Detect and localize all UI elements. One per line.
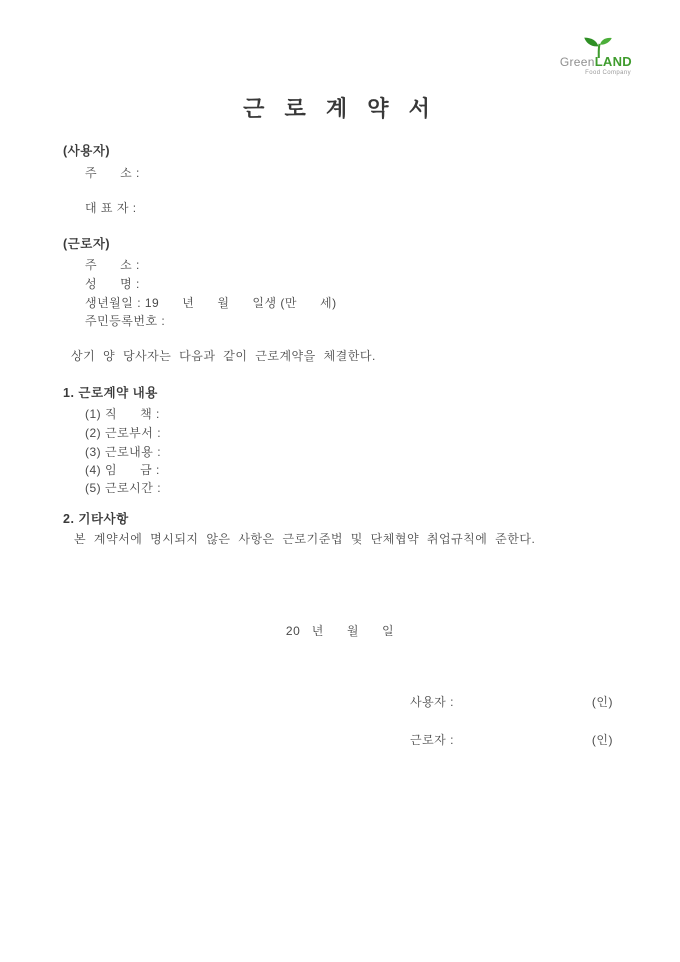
signature-row-employee (410, 731, 613, 748)
employee-address-label: 주 소 : (85, 258, 140, 272)
company-logo (548, 36, 632, 77)
section2-body: 본 계약서에 명시되지 않은 사항은 근로기준법 및 단체협약 취업규칙에 준한다. (74, 532, 536, 546)
contract-item-duties: (3) 근로내용 : (85, 445, 162, 459)
contract-item-wage: (4) 임 금 : (85, 463, 160, 477)
contract-item-position: (1) 직 책 : (85, 407, 160, 421)
employer-seal-label: (인) (591, 695, 613, 709)
employer-address-label: 주 소 : (85, 166, 140, 180)
employer-representative-label: 대 표 자 : (85, 201, 137, 215)
intro-text: 상기 양 당사자는 다음과 같이 근로계약을 체결한다. (71, 349, 376, 363)
contract-item-department: (2) 근로부서 : (85, 426, 162, 440)
section2-heading: 2. 기타사항 (63, 512, 129, 526)
logo-text-green: Green (559, 55, 595, 69)
page-title: 근 로 계 약 서 (243, 96, 437, 121)
employee-name-label: 성 명 : (85, 277, 140, 291)
employee-resident-id-label: 주민등록번호 : (85, 314, 166, 328)
contract-item-hours: (5) 근로시간 : (85, 481, 162, 495)
signature-row-employer (410, 693, 613, 710)
employee-signer-label: 근로자 : (410, 733, 454, 747)
employer-signer-label: 사용자 : (410, 695, 454, 709)
logo-wordmark (548, 55, 632, 69)
employee-section-heading: (근로자) (63, 237, 111, 251)
employee-birthdate-label: 생년월일 : 19 년 월 일생 (만 세) (85, 296, 337, 310)
employee-seal-label: (인) (591, 733, 613, 747)
logo-text-land: LAND (594, 54, 632, 69)
employer-section-heading: (사용자) (63, 144, 111, 158)
section1-heading: 1. 근로계약 내용 (63, 386, 158, 400)
date-line: 20 년 월 일 (285, 624, 395, 638)
logo-subtitle: Food Company (585, 70, 631, 76)
